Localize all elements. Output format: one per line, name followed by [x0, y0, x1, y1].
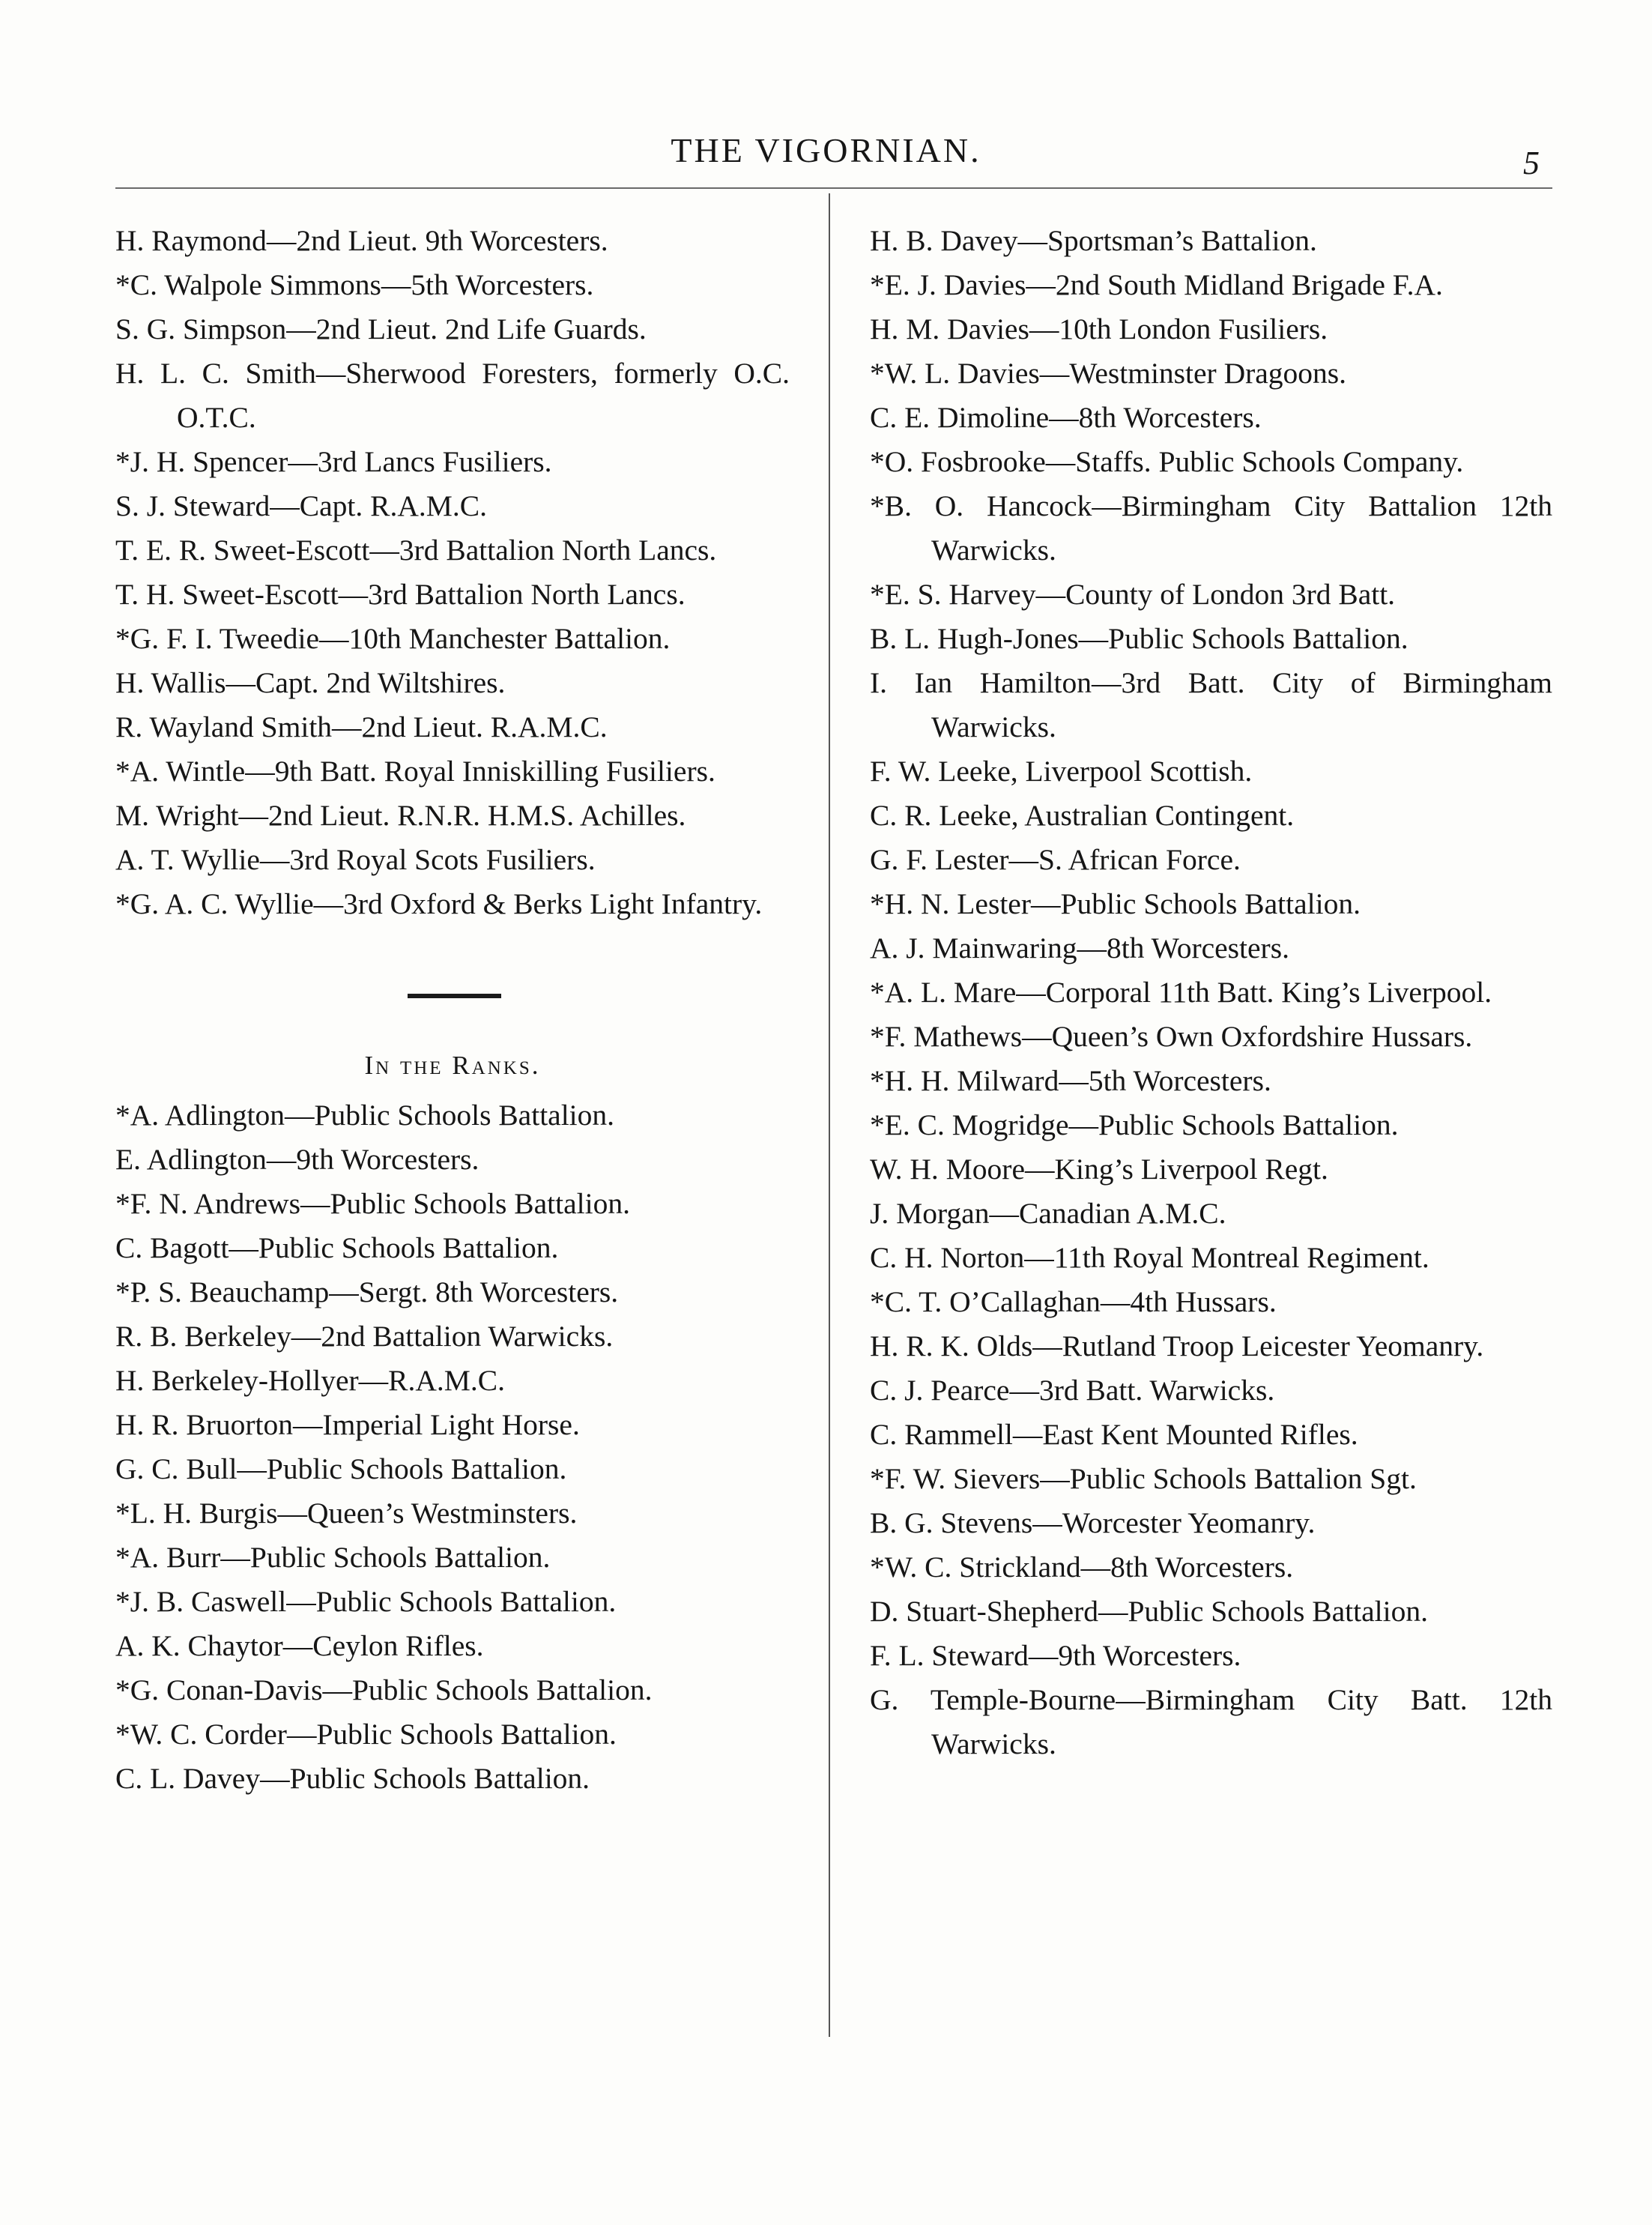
list-entry: S. J. Steward—Capt. R.A.M.C.	[115, 489, 487, 522]
list-entry: H. L. C. Smith—Sherwood Foresters, formerly O.C. O.T.C.	[115, 357, 790, 434]
list-entry: *A. Adlington—Public Schools Battalion.	[115, 1099, 615, 1132]
list-entry: G. Temple-Bourne—Birmingham City Batt. 12th Warwicks.	[870, 1683, 1552, 1760]
list-entry: C. Bagott—Public Schools Battalion.	[115, 1231, 559, 1264]
list-entry: C. H. Norton—11th Royal Montreal Regiment.	[870, 1241, 1429, 1274]
list-entry: *F. N. Andrews—Public Schools Battalion.	[115, 1187, 630, 1220]
list-entry: B. G. Stevens—Worcester Yeomanry.	[870, 1506, 1316, 1539]
list-entry: A. J. Mainwaring—8th Worcesters.	[870, 932, 1289, 964]
list-entry: R. Wayland Smith—2nd Lieut. R.A.M.C.	[115, 710, 608, 743]
list-entry: *E. J. Davies—2nd South Midland Brigade F.A.	[870, 268, 1443, 301]
list-entry: A. T. Wyllie—3rd Royal Scots Fusiliers.	[115, 843, 596, 876]
list-entry: *P. S. Beauchamp—Sergt. 8th Worcesters.	[115, 1275, 619, 1308]
list-entry: F. L. Steward—9th Worcesters.	[870, 1639, 1241, 1672]
list-entry: A. K. Chaytor—Ceylon Rifles.	[115, 1629, 484, 1662]
list-entry: W. H. Moore—King’s Liverpool Regt.	[870, 1153, 1328, 1186]
list-entry: H. R. K. Olds—Rutland Troop Leicester Yeomanry.	[870, 1329, 1484, 1362]
list-entry: D. Stuart-Shepherd—Public Schools Battalion.	[870, 1595, 1428, 1628]
list-entry: *C. Walpole Simmons—5th Worcesters.	[115, 268, 594, 301]
list-entry: *E. C. Mogridge—Public Schools Battalion.	[870, 1108, 1399, 1141]
list-entry: G. C. Bull—Public Schools Battalion.	[115, 1452, 567, 1485]
list-entry: *O. Fosbrooke—Staffs. Public Schools Company.	[870, 445, 1464, 478]
list-entry: *A. Wintle—9th Batt. Royal Inniskilling Fusiliers.	[115, 755, 715, 788]
list-entry: T. H. Sweet-Escott—3rd Battalion North Lancs.	[115, 578, 686, 611]
list-entry: *F. W. Sievers—Public Schools Battalion Sgt.	[870, 1462, 1417, 1495]
list-entry: *C. T. O’Callaghan—4th Hussars.	[870, 1285, 1277, 1318]
list-entry: C. R. Leeke, Australian Contingent.	[870, 799, 1295, 832]
right-column	[870, 219, 1552, 1766]
list-entry: *E. S. Harvey—County of London 3rd Batt.	[870, 578, 1396, 611]
list-entry: S. G. Simpson—2nd Lieut. 2nd Life Guards.	[115, 313, 647, 345]
list-entry: H. Raymond—2nd Lieut. 9th Worcesters.	[115, 224, 608, 257]
list-entry: *G. Conan-Davis—Public Schools Battalion.	[115, 1673, 653, 1706]
list-entry: *W. C. Strickland—8th Worcesters.	[870, 1551, 1294, 1584]
list-entry: T. E. R. Sweet-Escott—3rd Battalion North Lancs.	[115, 534, 717, 567]
list-entry: C. E. Dimoline—8th Worcesters.	[870, 401, 1262, 434]
section-ornament-rule	[408, 994, 501, 998]
left-column	[115, 219, 790, 1801]
list-entry: *W. C. Corder—Public Schools Battalion.	[115, 1718, 617, 1751]
list-entry: *H. H. Milward—5th Worcesters.	[870, 1064, 1271, 1097]
section-heading: In the Ranks.	[364, 1051, 541, 1080]
list-entry: H. M. Davies—10th London Fusiliers.	[870, 313, 1328, 345]
list-entry: *J. B. Caswell—Public Schools Battalion.	[115, 1585, 617, 1618]
list-entry: H. B. Davey—Sportsman’s Battalion.	[870, 224, 1317, 257]
ranks-list	[115, 1093, 790, 1801]
page-title: THE VIGORNIAN.	[671, 131, 981, 169]
list-entry: C. L. Davey—Public Schools Battalion.	[115, 1762, 590, 1795]
list-entry: *W. L. Davies—Westminster Dragoons.	[870, 357, 1347, 390]
list-entry: *F. Mathews—Queen’s Own Oxfordshire Hussars.	[870, 1020, 1473, 1053]
list-entry: F. W. Leeke, Liverpool Scottish.	[870, 755, 1253, 788]
list-entry: *G. A. C. Wyllie—3rd Oxford & Berks Light Infantry.	[115, 887, 763, 920]
list-entry: *A. Burr—Public Schools Battalion.	[115, 1541, 551, 1574]
list-entry: H. Wallis—Capt. 2nd Wiltshires.	[115, 666, 506, 699]
list-entry: B. L. Hugh-Jones—Public Schools Battalion.	[870, 622, 1409, 655]
list-entry: *G. F. I. Tweedie—10th Manchester Battalion.	[115, 622, 671, 655]
page-number: 5	[1523, 145, 1540, 181]
list-entry: *H. N. Lester—Public Schools Battalion.	[870, 887, 1361, 920]
list-entry: *L. H. Burgis—Queen’s Westminsters.	[115, 1497, 578, 1530]
list-entry: C. J. Pearce—3rd Batt. Warwicks.	[870, 1374, 1275, 1407]
list-entry: *J. H. Spencer—3rd Lancs Fusiliers.	[115, 445, 552, 478]
list-entry: *B. O. Hancock—Birmingham City Battalion 12th Warwicks.	[870, 489, 1552, 567]
list-entry: H. R. Bruorton—Imperial Light Horse.	[115, 1408, 580, 1441]
list-entry: C. Rammell—East Kent Mounted Rifles.	[870, 1418, 1358, 1451]
list-entry: E. Adlington—9th Worcesters.	[115, 1143, 479, 1176]
list-entry: M. Wright—2nd Lieut. R.N.R. H.M.S. Achilles.	[115, 799, 686, 832]
list-entry: I. Ian Hamilton—3rd Batt. City of Birmingham Warwicks.	[870, 666, 1552, 743]
list-entry: *A. L. Mare—Corporal 11th Batt. King’s Liverpool.	[870, 976, 1492, 1009]
officers-list	[115, 219, 790, 926]
list-entry: R. B. Berkeley—2nd Battalion Warwicks.	[115, 1320, 614, 1353]
list-entry: H. Berkeley-Hollyer—R.A.M.C.	[115, 1364, 505, 1397]
column-divider	[829, 193, 830, 2037]
list-entry: J. Morgan—Canadian A.M.C.	[870, 1197, 1226, 1230]
list-entry: G. F. Lester—S. African Force.	[870, 843, 1241, 876]
header-rule	[115, 187, 1552, 189]
